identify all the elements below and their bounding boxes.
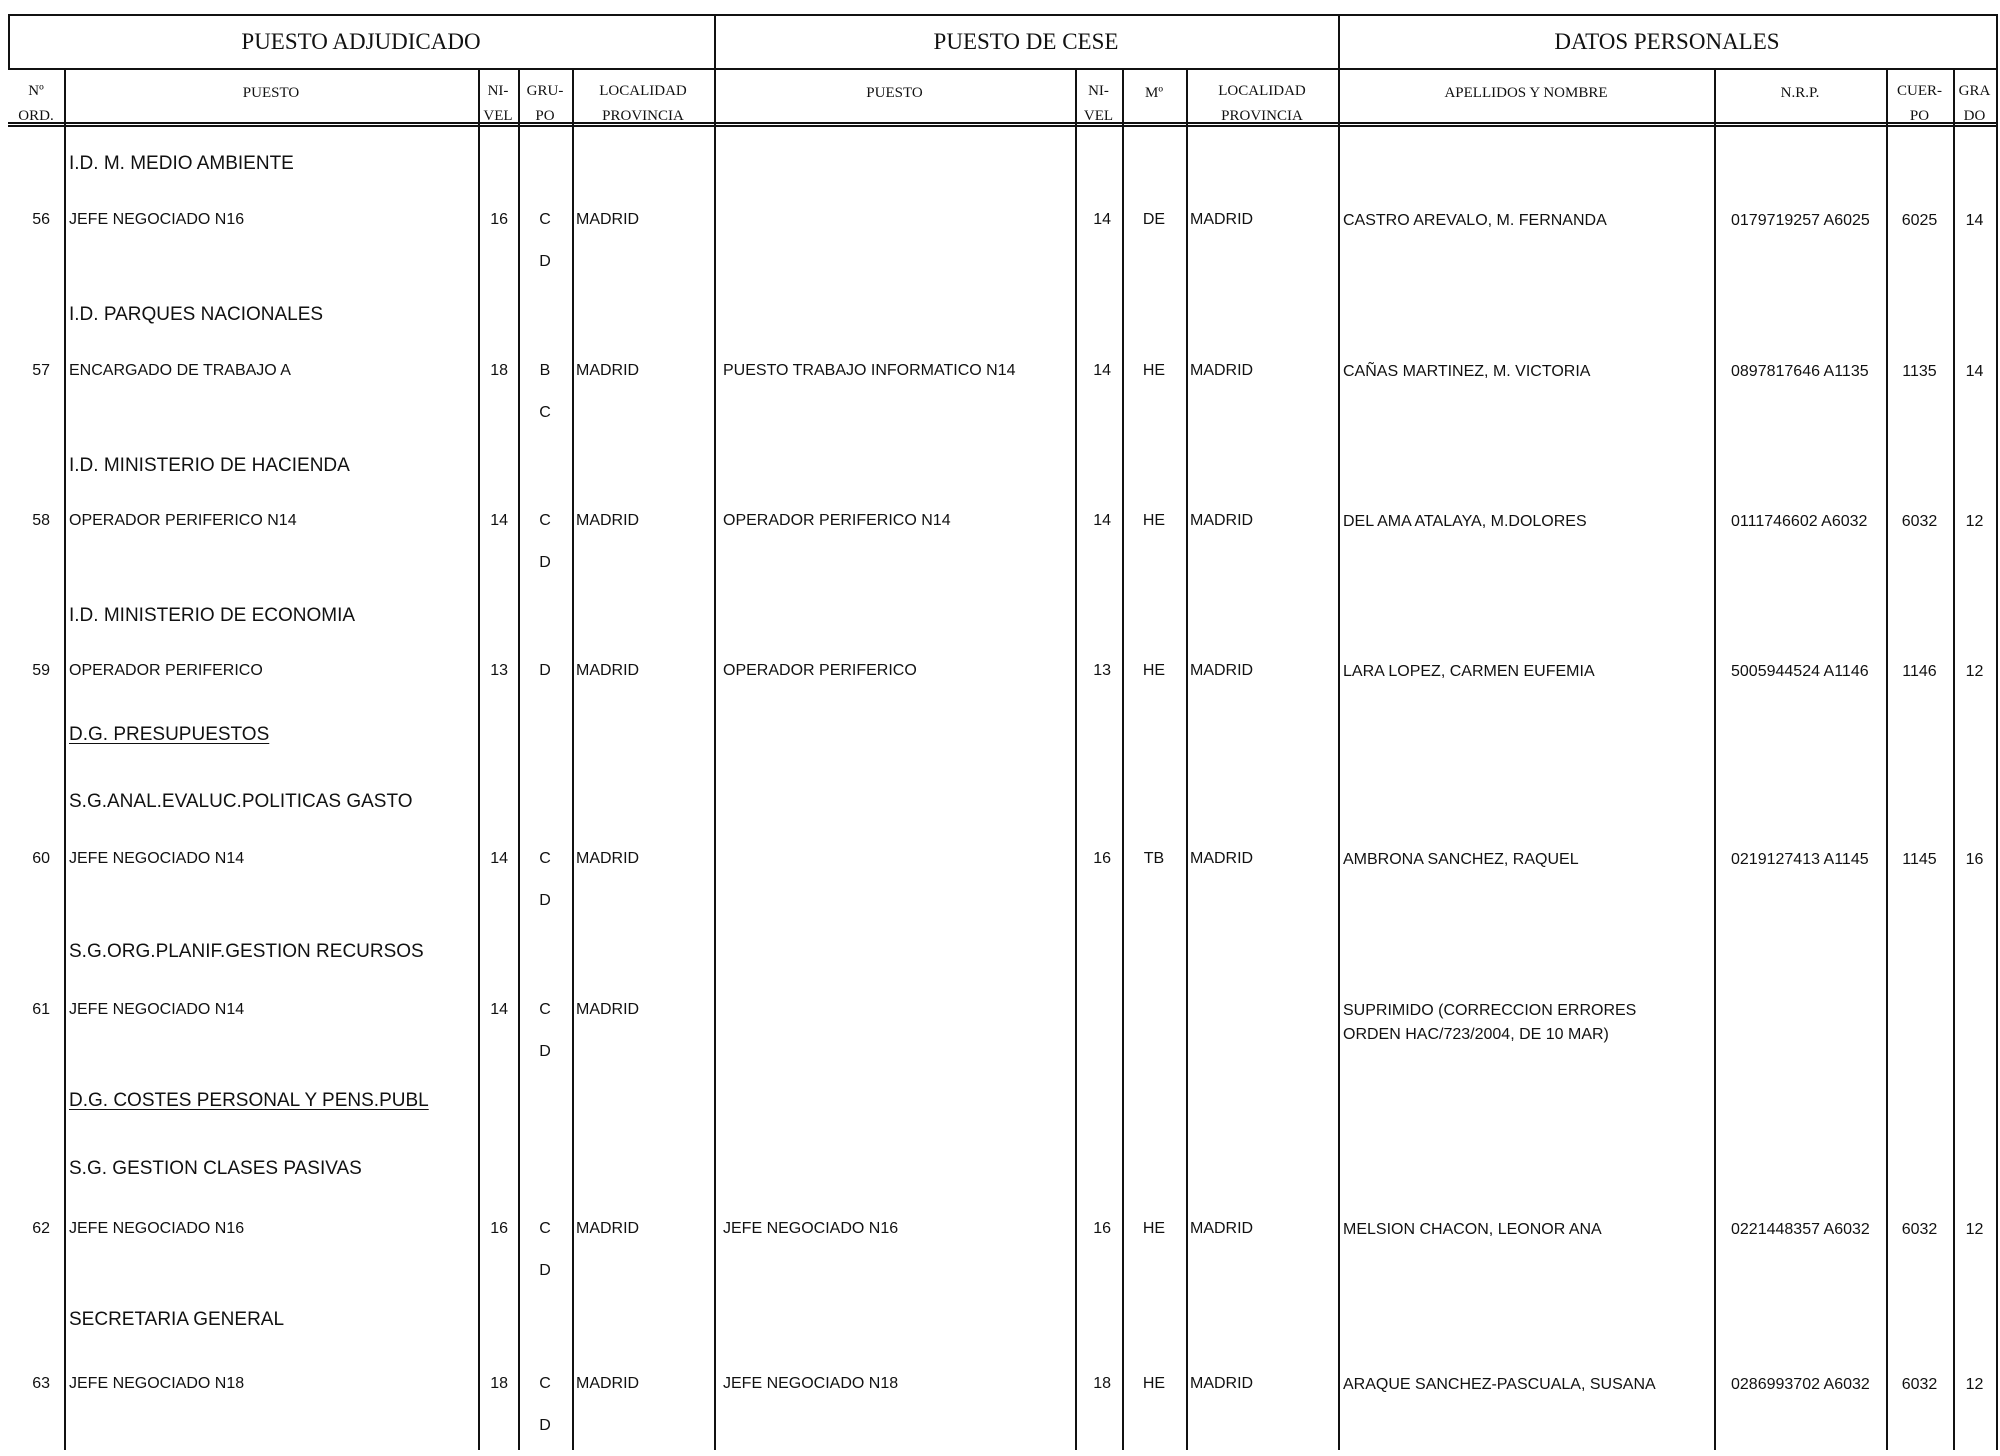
column-rule [572,68,574,1450]
section-label: D.G. PRESUPUESTOS [69,724,270,745]
localidad-cese: MADRID [1190,211,1254,228]
localidad: MADRID [576,662,640,679]
group-header-puesto-cese: PUESTO DE CESE [933,29,1119,54]
ministerio: TB [1143,850,1165,867]
nivel: 14 [490,850,508,867]
grupo: B [539,362,551,379]
grado: 12 [1965,513,1984,530]
cuerpo: 6025 [1901,212,1938,229]
apellidos-nombre: AMBRONA SANCHEZ, RAQUEL [1343,851,1579,868]
column-rule [518,68,520,1450]
grupo: C [539,1001,551,1018]
grupo: C [539,1220,551,1237]
col-header-localidad-line-1: LOCALIDAD [599,83,687,99]
nivel-cese: 13 [1093,662,1111,679]
nivel-cese: 14 [1093,211,1111,228]
nivel-cese: 14 [1093,512,1111,529]
grupo-secondary: D [539,1417,551,1434]
col-header-localidad-line-2: PROVINCIA [602,108,684,124]
localidad-cese: MADRID [1190,850,1254,867]
column-rule [1886,68,1888,1450]
puesto-adjudicado: ENCARGADO DE TRABAJO A [69,362,291,379]
apellidos-nombre: CAÑAS MARTINEZ, M. VICTORIA [1343,363,1591,380]
cuerpo: 6032 [1901,1221,1938,1238]
section-label: S.G.ANAL.EVALUC.POLITICAS GASTO [69,791,413,812]
nrp: 5005944524 A1146 [1731,663,1869,680]
nivel: 14 [490,512,508,529]
ministerio: HE [1142,662,1166,679]
nivel: 16 [490,211,508,228]
row-number: 56 [32,211,50,228]
col-header-nivel-cese-line-1: NI- [1088,83,1109,99]
col-header-puesto: PUESTO [242,85,300,101]
ministerio: DE [1142,211,1166,228]
section-label: I.D. MINISTERIO DE ECONOMIA [69,605,356,626]
apellidos-nombre: ARAQUE SANCHEZ-PASCUALA, SUSANA [1343,1376,1656,1393]
grado: 12 [1965,1376,1984,1393]
grado: 14 [1965,212,1984,229]
col-header-nivel-line-1: NI- [487,83,509,99]
localidad-cese: MADRID [1190,512,1254,529]
nrp: 0219127413 A1145 [1731,851,1869,868]
puesto-cese: JEFE NEGOCIADO N16 [723,1220,899,1237]
col-header-grado-line-1: GRA [1958,83,1991,99]
nrp: 0286993702 A6032 [1731,1376,1870,1393]
column-rule [1714,68,1716,1450]
grado: 12 [1965,1221,1984,1238]
grupo: C [539,512,551,529]
column-header-rule-2 [8,125,1996,127]
column-header-rule [8,122,1996,124]
localidad-cese: MADRID [1190,1220,1254,1237]
puesto-cese: OPERADOR PERIFERICO N14 [723,512,951,529]
nivel-cese: 14 [1093,362,1111,379]
grupo: C [539,1375,551,1392]
group-header-rule [8,68,1996,70]
grupo-secondary: D [539,1043,551,1060]
row-number: 61 [32,1001,50,1018]
col-header-grupo-line-1: GRU- [526,83,564,99]
puesto-adjudicado: OPERADOR PERIFERICO [69,662,263,679]
localidad-cese: MADRID [1190,362,1254,379]
group-header-datos-personales: DATOS PERSONALES [1554,29,1780,54]
cuerpo: 1146 [1902,663,1937,680]
grupo-secondary: D [539,253,551,270]
column-rule [1953,68,1955,1450]
nrp: 0179719257 A6025 [1731,212,1870,229]
apellidos-nombre: LARA LOPEZ, CARMEN EUFEMIA [1343,663,1595,680]
ministerio: HE [1142,1220,1166,1237]
grupo-secondary: D [539,554,551,571]
col-header-cuerpo-line-1: CUER- [1897,83,1942,99]
row-number: 63 [32,1375,50,1392]
col-header-localidad-cese-line-1: LOCALIDAD [1218,83,1306,99]
table-right-rule [1996,14,1998,1450]
apellidos-nombre-line-2: ORDEN HAC/723/2004, DE 10 MAR) [1343,1026,1609,1043]
column-rule [1075,68,1077,1450]
localidad: MADRID [576,211,640,228]
apellidos-nombre: CASTRO AREVALO, M. FERNANDA [1343,212,1607,229]
group-divider-rule [714,14,716,1450]
grupo: C [539,211,551,228]
col-header-grupo-line-2: PO [535,108,555,124]
puesto-adjudicado: JEFE NEGOCIADO N14 [69,850,245,867]
cuerpo: 6032 [1901,513,1938,530]
nivel-cese: 16 [1093,1220,1111,1237]
col-header-localidad-cese-line-2: PROVINCIA [1221,108,1303,124]
col-header-nivel-line-2: VEL [483,108,513,124]
cuerpo: 6032 [1901,1376,1938,1393]
nivel-cese: 16 [1093,850,1111,867]
puesto-cese: JEFE NEGOCIADO N18 [723,1375,899,1392]
section-label: I.D. MINISTERIO DE HACIENDA [69,455,350,476]
col-header-puesto-cese: PUESTO [866,85,923,101]
section-label: S.G.ORG.PLANIF.GESTION RECURSOS [69,941,424,962]
column-rule [1186,68,1188,1450]
ministerio: HE [1142,362,1166,379]
puesto-adjudicado: JEFE NEGOCIADO N14 [69,1001,245,1018]
grado: 14 [1965,363,1984,380]
nivel-cese: 18 [1093,1375,1111,1392]
nivel: 18 [490,1375,508,1392]
localidad: MADRID [576,1001,640,1018]
grupo: D [539,662,551,679]
nivel: 13 [490,662,508,679]
localidad: MADRID [576,1375,640,1392]
section-label: I.D. M. MEDIO AMBIENTE [69,153,294,174]
puesto-adjudicado: JEFE NEGOCIADO N18 [69,1375,245,1392]
column-rule [478,68,480,1450]
nrp: 0897817646 A1135 [1731,363,1869,380]
row-number: 57 [32,362,50,379]
grupo-secondary: D [539,892,551,909]
row-number: 59 [32,662,50,679]
table-top-rule [8,14,1996,16]
section-label: SECRETARIA GENERAL [69,1309,285,1330]
localidad-cese: MADRID [1190,1375,1254,1392]
col-header-n-ord-line-1: Nº [28,83,44,99]
localidad: MADRID [576,512,640,529]
localidad: MADRID [576,1220,640,1237]
grupo-secondary: D [539,1262,551,1279]
col-header-nrp: N.R.P. [1780,85,1820,101]
grado: 16 [1965,851,1984,868]
localidad-cese: MADRID [1190,662,1254,679]
puesto-adjudicado: JEFE NEGOCIADO N16 [69,1220,245,1237]
cuerpo: 1135 [1902,363,1937,380]
section-label: D.G. COSTES PERSONAL Y PENS.PUBL [69,1090,429,1111]
ministerio: HE [1142,1375,1166,1392]
grupo-secondary: C [539,404,551,421]
column-rule [1122,68,1124,1450]
localidad: MADRID [576,850,640,867]
col-header-nivel-cese-line-2: VEL [1083,108,1114,124]
nivel: 16 [490,1220,508,1237]
group-divider-rule [1338,14,1340,1450]
nrp: 0111746602 A6032 [1731,513,1868,530]
puesto-cese: OPERADOR PERIFERICO [723,662,917,679]
ministerio: HE [1142,512,1166,529]
col-header-ministerio: Mº [1145,85,1163,101]
section-label: I.D. PARQUES NACIONALES [69,304,324,325]
nrp: 0221448357 A6032 [1731,1221,1870,1238]
col-header-n-ord-line-2: ORD. [18,108,54,124]
row-number: 60 [32,850,50,867]
nivel: 18 [490,362,508,379]
cuerpo: 1145 [1902,851,1937,868]
group-header-puesto-adjudicado: PUESTO ADJUDICADO [241,29,481,54]
grado: 12 [1965,663,1984,680]
localidad: MADRID [576,362,640,379]
puesto-adjudicado: JEFE NEGOCIADO N16 [69,211,245,228]
puesto-cese: PUESTO TRABAJO INFORMATICO N14 [723,362,1016,379]
col-header-cuerpo-line-2: PO [1909,108,1930,124]
puesto-adjudicado: OPERADOR PERIFERICO N14 [69,512,297,529]
col-header-grado-line-2: DO [1963,108,1986,124]
apellidos-nombre: SUPRIMIDO (CORRECCION ERRORES [1343,1002,1637,1019]
row-number: 62 [32,1220,50,1237]
row-number: 58 [32,512,50,529]
section-label: S.G. GESTION CLASES PASIVAS [69,1158,362,1179]
apellidos-nombre: MELSION CHACON, LEONOR ANA [1343,1221,1602,1238]
nivel: 14 [490,1001,508,1018]
grupo: C [539,850,551,867]
col-header-apellidos: APELLIDOS Y NOMBRE [1444,85,1608,101]
column-rule [64,68,66,1450]
apellidos-nombre: DEL AMA ATALAYA, M.DOLORES [1343,513,1587,530]
